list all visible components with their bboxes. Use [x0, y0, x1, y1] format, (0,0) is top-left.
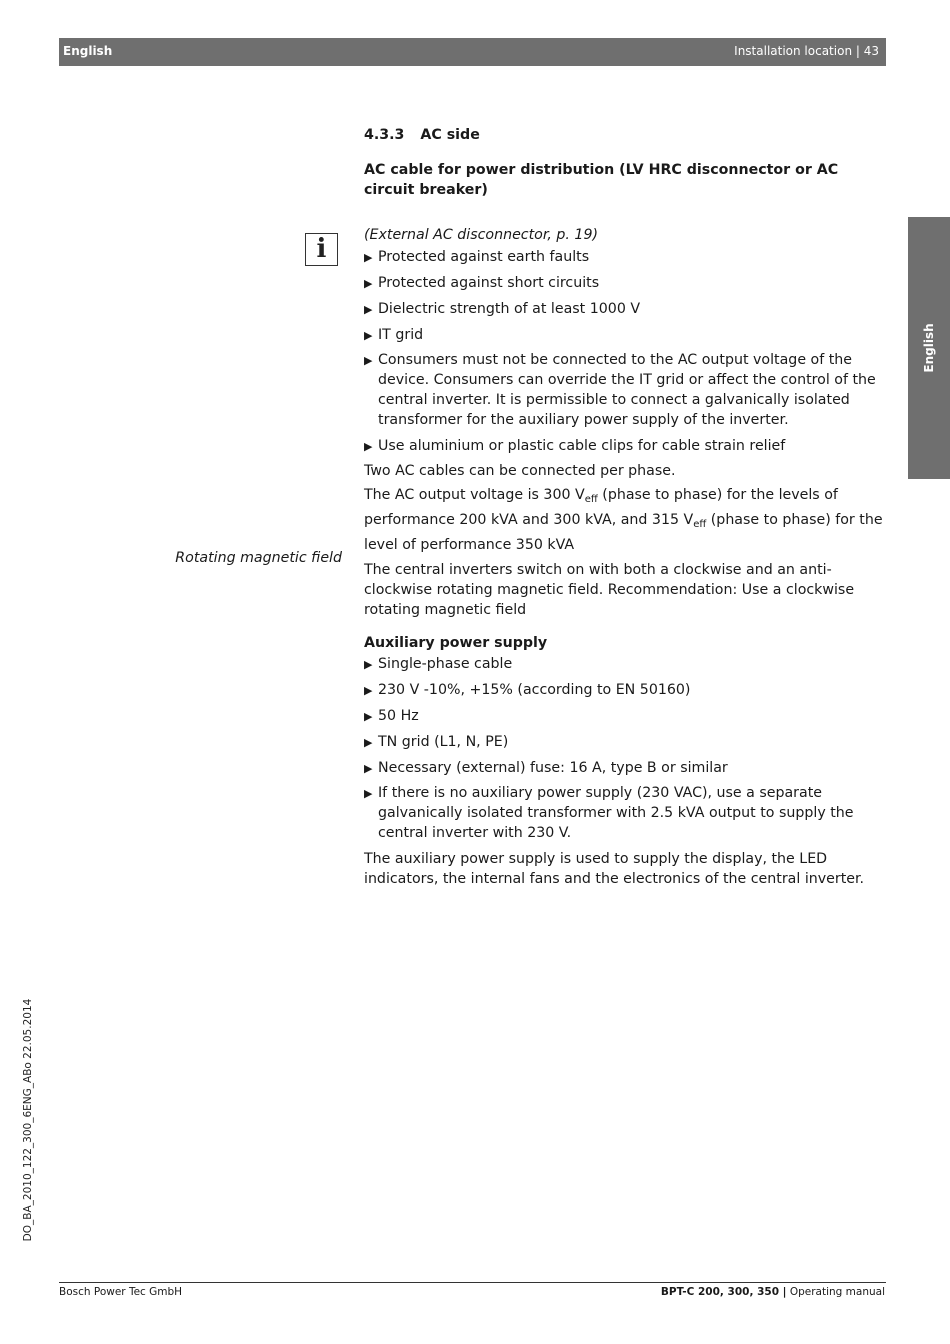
ac-cable-requirements — [364, 248, 886, 456]
list-item: ▶ 50 Hz — [364, 707, 886, 727]
section-title: AC side — [420, 127, 480, 143]
voltage-text: The AC output voltage is 300 $V_{eff}$ (phase to phase) for the levels of performance 200 kVA and 300 kVA, and 315 $V_{eff}$ (phase to phase) for the level of performance 350 kVA — [364, 487, 883, 554]
bullet-arrow-icon: ▶ — [364, 658, 373, 672]
bullet-arrow-icon: ▶ — [364, 684, 373, 698]
list-item: ▶ Protected against short circuits — [364, 274, 886, 294]
rotating-field-margin-label: Rotating magnetic field — [175, 550, 342, 566]
bullet-arrow-icon: ▶ — [364, 302, 373, 316]
bullet-arrow-icon: ▶ — [364, 276, 373, 290]
side-tab-label: English — [922, 323, 936, 373]
list-item: ▶ TN grid (L1, N, PE) — [364, 733, 886, 753]
list-item: ▶ Use aluminium or plastic cable clips for cable strain relief — [364, 437, 886, 457]
info-icon: i — [305, 233, 338, 266]
bullet-arrow-icon: ▶ — [364, 709, 373, 723]
list-item: ▶ Consumers must not be connected to the AC output voltage of the device. Consumers can override the IT grid or affect the control of the central inverter. It is permissible to connect a galvanically isolated transformer for the auxiliary power supply of the inverter. — [364, 352, 876, 428]
cross-reference: (External AC disconnector, p. 19) — [364, 227, 599, 244]
list-item: ▶ Necessary (external) fuse: 16 A, type B or similar — [364, 759, 886, 779]
bullet-arrow-icon: ▶ — [364, 328, 373, 342]
rotating-field-text: The central inverters switch on with both a clockwise and an anti-clockwise rotating magnetic field. Recommendation: Use a clockwise rotating magnetic field — [364, 562, 855, 618]
list-item: ▶ Dielectric strength of at least 1000 V — [364, 300, 886, 320]
bullet-arrow-icon: ▶ — [364, 735, 373, 749]
footer-company: Bosch Power Tec GmbH — [59, 1286, 183, 1298]
cables-per-phase-text: Two AC cables can be connected per phase. — [364, 463, 676, 480]
section-heading — [364, 126, 886, 146]
list-item: ▶ IT grid — [364, 326, 886, 346]
list-item: ▶ 230 V -10%, +15% (according to EN 50160) — [364, 681, 886, 701]
page-header — [59, 38, 886, 66]
footer-divider — [59, 1282, 886, 1283]
bullet-arrow-icon: ▶ — [364, 439, 373, 453]
bullet-arrow-icon: ▶ — [364, 787, 373, 801]
header-language: English — [63, 44, 113, 58]
header-section-page: Installation location | 43 — [734, 44, 879, 58]
list-item: ▶ Protected against earth faults — [364, 248, 886, 268]
auxiliary-requirements — [364, 655, 886, 843]
list-item: ▶ If there is no auxiliary power supply (230 VAC), use a separate galvanically isolated transformer with 2.5 kVA output to supply the central inverter with 230 V. — [364, 785, 854, 841]
language-side-tab — [908, 217, 950, 479]
bullet-arrow-icon: ▶ — [364, 251, 373, 265]
document-code: DO_BA_2010_122_300_6ENG_ABo 22.05.2014 — [22, 998, 34, 1242]
list-item: ▶ Single-phase cable — [364, 655, 886, 675]
main-content — [364, 126, 886, 892]
auxiliary-title: Auxiliary power supply — [364, 634, 548, 651]
auxiliary-closing-text: The auxiliary power supply is used to supply the display, the LED indicators, the internal fans and the electronics of the central inverter. — [364, 850, 865, 887]
bullet-arrow-icon: ▶ — [364, 354, 373, 368]
bullet-arrow-icon: ▶ — [364, 761, 373, 775]
section-number: 4.3.3 — [364, 127, 405, 143]
footer-product: BPT-C 200, 300, 350 | Operating manual — [660, 1286, 885, 1298]
ac-cable-title: AC cable for power distribution (LV HRC disconnector or AC circuit breaker) — [364, 161, 839, 198]
